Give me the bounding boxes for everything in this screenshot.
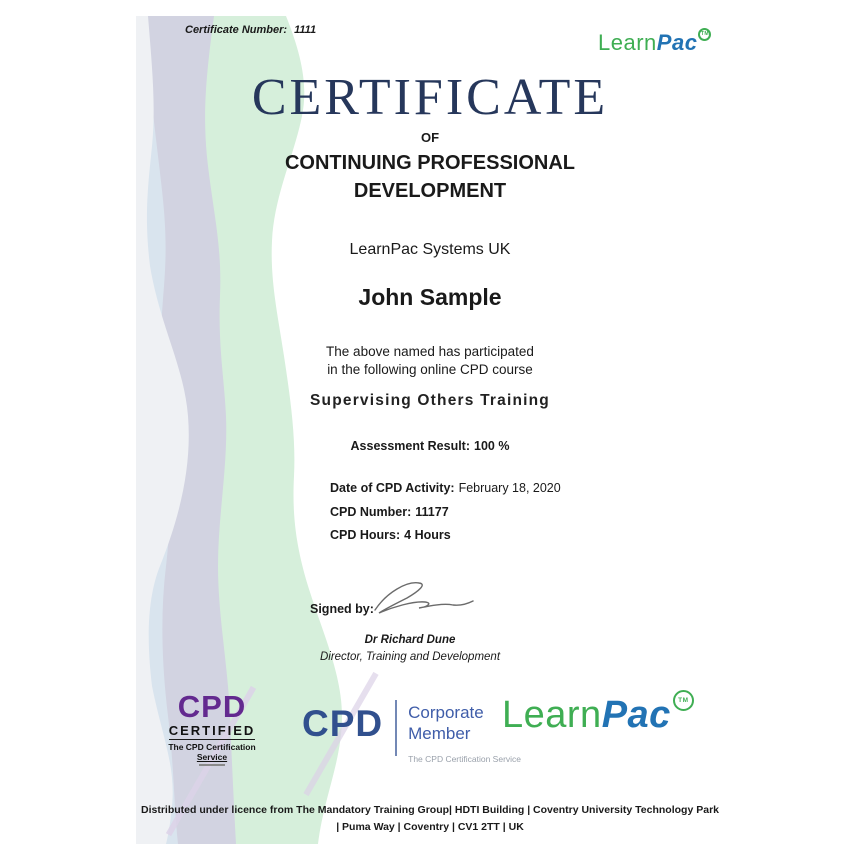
cpd-hours-value: 4 Hours [404, 528, 451, 542]
signatory-name: Dr Richard Dune [364, 634, 456, 646]
course-title: Supervising Others Training [310, 392, 550, 409]
learnpac-pac-text: Pac [601, 694, 671, 736]
cpd-corporate-service-text: The CPD Certification Service [408, 754, 522, 764]
title-subject [136, 149, 724, 205]
page-title: CERTIFICATE [251, 69, 609, 126]
cpd-corporate-mark: CPD [302, 703, 384, 744]
learnpac-pac-text: Pac [656, 30, 698, 55]
cpd-number-label: CPD Number: [330, 504, 412, 519]
recipient-name: John Sample [358, 284, 502, 310]
title-of: OF [420, 130, 440, 145]
certificate-number [185, 24, 316, 36]
cpd-certified-mark: CPD [177, 689, 247, 724]
learnpac-logo-bottom [502, 694, 694, 737]
participation-statement [136, 343, 724, 378]
cpd-date-label: Date of CPD Activity: [330, 481, 455, 495]
footer-line2: | Puma Way | Coventry | CV1 2TT | UK [336, 821, 524, 833]
signatory-block [270, 632, 550, 666]
cpd-number-row [330, 505, 561, 519]
cpd-details [330, 481, 561, 552]
assessment-label: Assessment Result: [350, 439, 471, 453]
participation-line1: The above named has participated [326, 344, 534, 359]
certificate-page [136, 16, 724, 844]
subtitle-line2: DEVELOPMENT [353, 180, 507, 202]
learnpac-logo-top [598, 30, 711, 56]
signatory-title: Director, Training and Development [319, 651, 501, 663]
footer-line1: Distributed under licence from The Mandatory Training Group| HDTI Building | Coventry University Technology Park [140, 804, 719, 816]
assessment-value: 100 % [474, 439, 510, 453]
cpd-number-value: 11177 [415, 504, 449, 519]
cpd-certified-service-line2: Service [196, 752, 228, 762]
cpd-corporate-member-logo [302, 700, 521, 764]
licence-footer [136, 802, 724, 836]
cpd-hours-row [330, 528, 561, 542]
cpd-hours-label: CPD Hours: [330, 528, 401, 542]
trademark-icon: TM [698, 28, 711, 41]
learnpac-learn-text: Learn [502, 694, 602, 736]
certificate-number-label: Certificate Number: [185, 24, 288, 36]
signature-image [369, 576, 479, 626]
certificate-number-value: 1111 [294, 24, 317, 36]
signed-by-label: Signed by: [310, 602, 374, 616]
cpd-date-value: February 18, 2020 [458, 481, 561, 495]
cpd-certified-text: CERTIFIED [168, 723, 256, 738]
cpd-certified-service-line1: The CPD Certification [168, 742, 256, 752]
assessment-result [136, 439, 724, 453]
issuer-name: LearnPac Systems UK [349, 241, 511, 258]
trademark-icon: TM [673, 690, 694, 711]
logo-divider [395, 700, 397, 756]
cpd-certified-smallprint [199, 764, 225, 766]
member-line: Member [408, 724, 471, 743]
cpd-date-row [330, 481, 561, 495]
cpd-certified-logo [166, 689, 258, 766]
corporate-line: Corporate [408, 703, 484, 722]
learnpac-learn-text: Learn [598, 30, 657, 55]
subtitle-line1: CONTINUING PROFESSIONAL [284, 152, 575, 174]
participation-line2: in the following online CPD course [327, 361, 533, 377]
